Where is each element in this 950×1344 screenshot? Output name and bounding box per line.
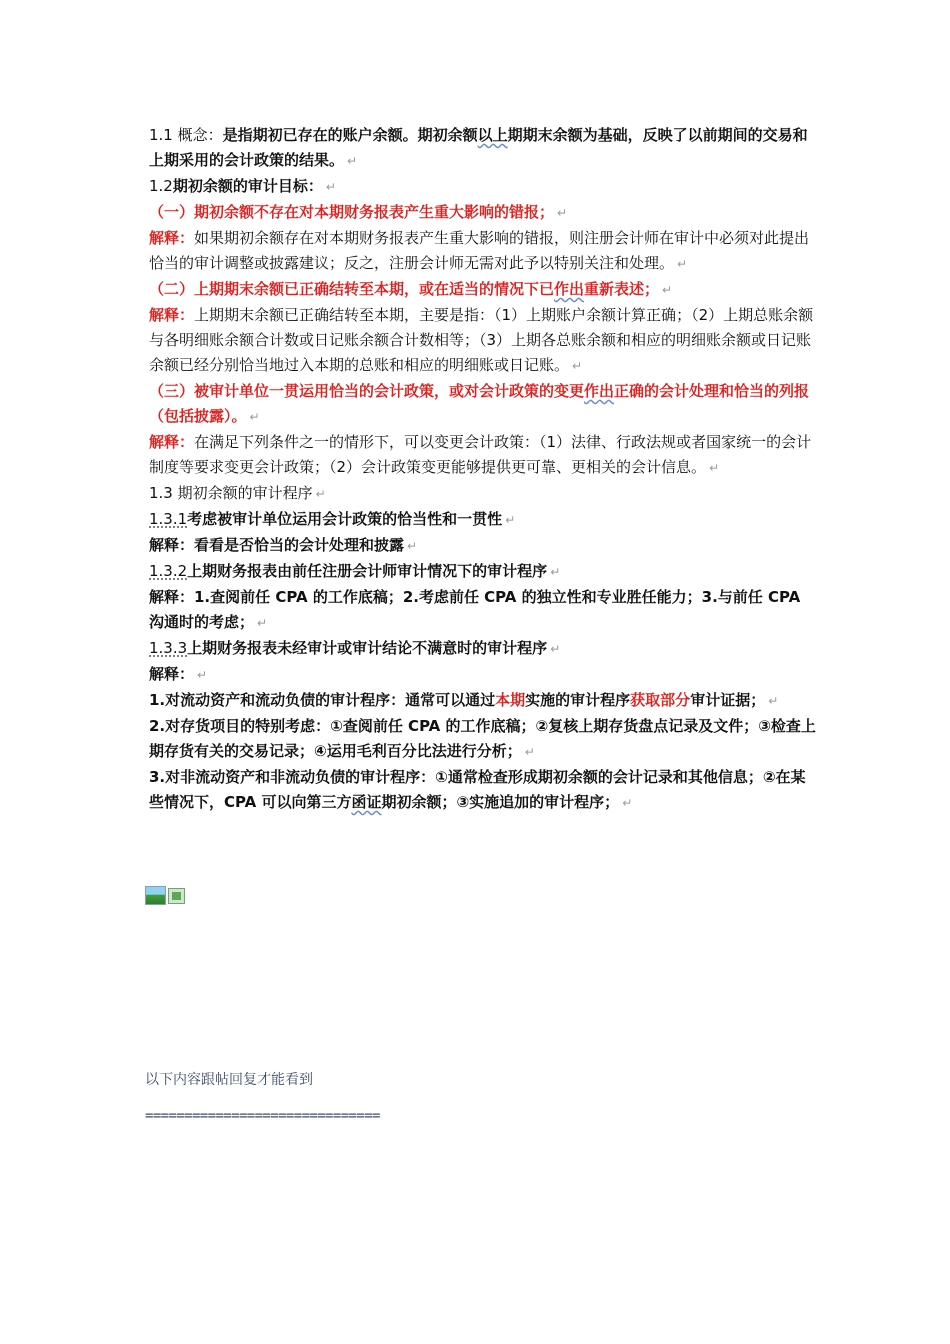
subsection-number: 1.3.2: [149, 562, 188, 580]
reply-notice: 以下内容跟帖回复才能看到: [145, 1072, 313, 1088]
concept-text-rest: 期期末余额为基础，反映了以前期间的交易和上期采用的会计政策的结果。: [149, 126, 808, 169]
procedure-current-assets: [149, 688, 817, 714]
paragraph-mark: ↵: [325, 180, 336, 194]
paragraph-mark: ↵: [677, 257, 688, 271]
procedure-text: 2.对存货项目的特别考虑：①查阅前任 CPA 的工作底稿；②复核上期存货盘点记录及文件；③检查上期存货有关的交易记录；④运用毛利百分比法进行分析；: [149, 717, 816, 760]
subsection-title: 考虑被审计单位运用会计政策的恰当性和一贯性: [187, 510, 503, 528]
objective-one-text: （一）期初余额不存在对本期财务报表产生重大影响的错报；: [149, 203, 555, 221]
heading-audit-procedures: [149, 481, 817, 507]
explanation-label: 解释：: [149, 229, 195, 247]
paragraph-mark: ↵: [622, 796, 633, 810]
paragraph-mark: ↵: [709, 461, 720, 475]
subsection-title: 上期财务报表未经审计或审计结论不满意时的审计程序: [187, 639, 548, 657]
separator-line: ==============================: [145, 1108, 380, 1124]
objective-three-rest: 正确的会计处理和恰当的列报（包括披露）。: [149, 382, 810, 425]
highlight-obtain-partial: 获取部分: [630, 691, 691, 709]
explanation-text: 如果期初余额存在对本期财务报表产生重大影响的错报，则注册会计师在审计中必须对此提出恰当的审计调整或披露建议；反之，注册会计师无需对此予以特别关注和处理。: [149, 229, 810, 272]
subsection-1-3-2: [149, 559, 817, 585]
paragraph-mark: ↵: [557, 206, 568, 220]
paragraph-mark: ↵: [572, 359, 583, 373]
paragraph-mark: ↵: [662, 283, 673, 297]
concept-text: 是指期初已存在的账户余额。期初余额: [222, 126, 478, 144]
subsection-title: 上期财务报表由前任注册会计师审计情况下的审计程序: [187, 562, 548, 580]
paragraph-mark: ↵: [550, 565, 561, 579]
explanation-text: 解释：看看是否恰当的会计处理和披露: [149, 536, 405, 554]
explanation-1-3-2: [149, 585, 817, 636]
paragraph-concept: [149, 123, 817, 174]
section-title: 1.3 期初余额的审计程序: [149, 484, 313, 502]
paragraph-mark: ↵: [347, 154, 358, 168]
subsection-number: 1.3.1: [149, 510, 188, 528]
explanation-1-3-3: [149, 662, 817, 688]
paragraph-mark: ↵: [249, 410, 260, 424]
paragraph-mark: ↵: [524, 745, 535, 759]
objective-two-text: （二）上期期末余额已正确结转至本期，或在适当的情况下已: [149, 280, 555, 298]
explanation-one: [149, 226, 817, 277]
paragraph-mark: ↵: [407, 539, 418, 553]
procedure-text-end: 审计证据；: [690, 691, 766, 709]
paragraph-mark: ↵: [197, 668, 208, 682]
procedure-inventory: [149, 714, 817, 765]
procedure-text-end: 期初余额；③实施追加的审计程序；: [381, 793, 620, 811]
objective-two-rest: 重新表述；: [584, 280, 660, 298]
paragraph-mark: ↵: [315, 487, 326, 501]
procedure-text: 3.对非流动资产和非流动负债的审计程序：①通常检查形成期初余额的会计记录和其他信息；②在某些情况下，CPA 可以向第三方: [149, 768, 806, 811]
paragraph-mark: ↵: [550, 642, 561, 656]
explanation-three: [149, 430, 817, 481]
subsection-number: 1.3.3: [149, 639, 188, 657]
subsection-1-3-1: [149, 507, 817, 533]
highlight-current-period: 本期: [495, 691, 526, 709]
section-title: 期初余额的审计目标：: [172, 177, 323, 195]
document-body: [149, 123, 817, 816]
image-thumbnail-icon[interactable]: [168, 888, 185, 904]
explanation-label: 解释：: [149, 306, 195, 324]
concept-prefix: 1.1 概念：: [149, 126, 223, 144]
image-icon[interactable]: [145, 886, 166, 905]
objective-two: [149, 277, 817, 303]
subsection-1-3-3: [149, 636, 817, 662]
objective-one: [149, 200, 817, 226]
explanation-label: 解释：: [149, 433, 195, 451]
broken-image-placeholders: [145, 886, 185, 904]
explanation-text: 在满足下列条件之一的情形下，可以变更会计政策：（1）法律、行政法规或者国家统一的会计制度等要求变更会计政策；（2）会计政策变更能够提供更可靠、更相关的会计信息。: [149, 433, 812, 476]
objective-three-squiggle: 作出: [584, 382, 615, 400]
procedure-text-squiggle: 函证: [351, 793, 382, 811]
procedure-text: 1.对流动资产和流动负债的审计程序：通常可以通过: [149, 691, 496, 709]
explanation-label: 解释：: [149, 665, 195, 683]
heading-audit-objectives: [149, 174, 817, 200]
explanation-text: 上期期末余额已正确结转至本期，主要是指：（1）上期账户余额计算正确；（2）上期总账余额与各明细账余额合计数或日记账余额合计数相等；（3）上期各总账余额和相应的明细账余额或日记账余额已经分别恰当地过入本期的总账和相应的明细账或日记账。: [149, 306, 814, 374]
procedure-noncurrent-assets: [149, 765, 817, 816]
section-number: 1.2: [149, 177, 173, 195]
procedure-text-mid: 实施的审计程序: [525, 691, 631, 709]
explanation-1-3-1: [149, 533, 817, 559]
objective-three: [149, 379, 817, 430]
paragraph-mark: ↵: [505, 513, 516, 527]
paragraph-mark: ↵: [257, 616, 268, 630]
explanation-two: [149, 303, 817, 379]
explanation-text: 解释：1.查阅前任 CPA 的工作底稿；2.考虑前任 CPA 的独立性和专业胜任能力；3.与前任 CPA 沟通时的考虑；: [149, 588, 801, 631]
paragraph-mark: ↵: [768, 694, 779, 708]
concept-text-squiggle: 以上: [477, 126, 508, 144]
objective-two-squiggle: 作出: [554, 280, 585, 298]
objective-three-text: （三）被审计单位一贯运用恰当的会计政策，或对会计政策的变更: [149, 382, 585, 400]
